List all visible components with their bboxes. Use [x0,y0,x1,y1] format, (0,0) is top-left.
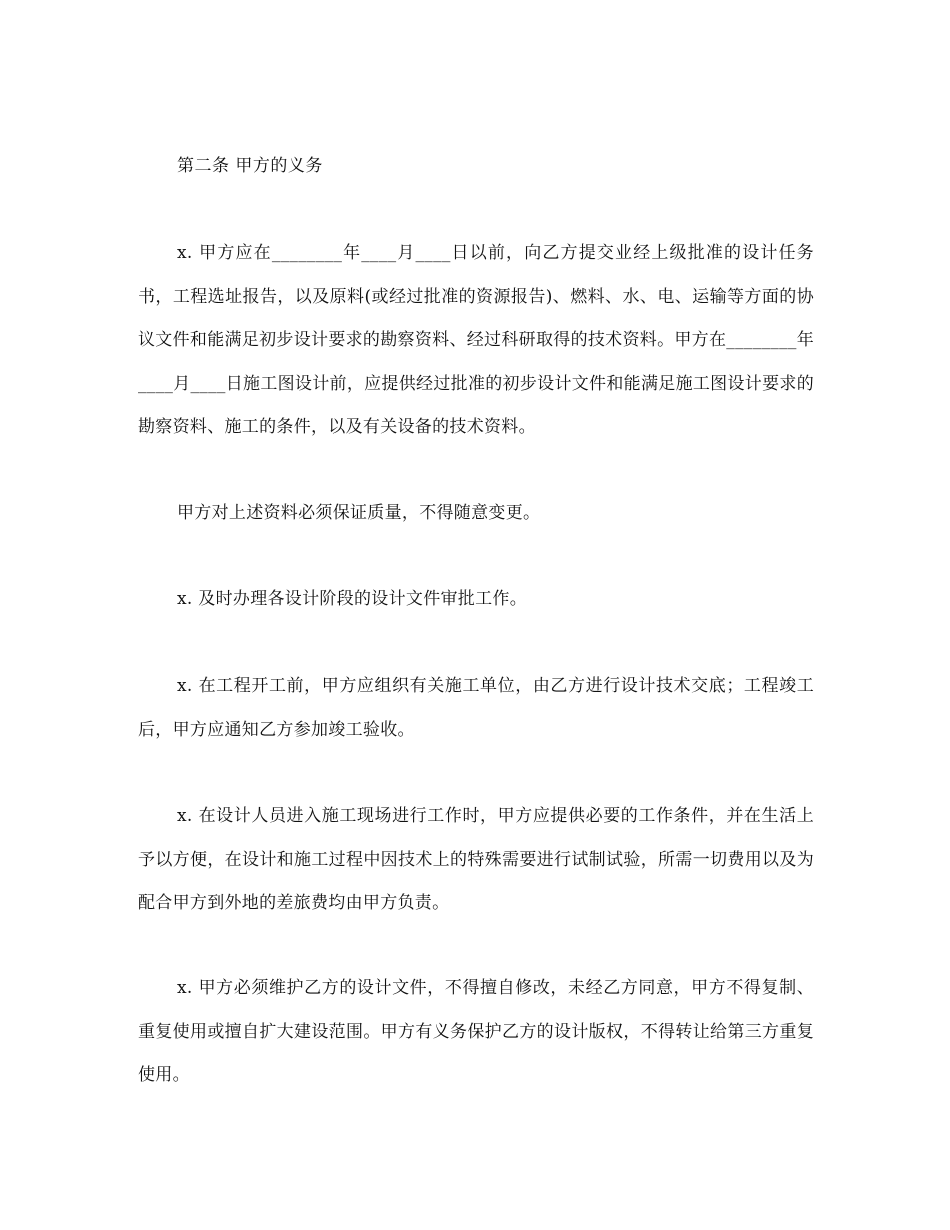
paragraph-technical-briefing: x. 在工程开工前，甲方应组织有关施工单位，由乙方进行设计技术交底；工程竣工后，甲方应通知乙方参加竣工验收。 [138,676,814,740]
paragraph-document-provision: x. 甲方应在________年____月____日以前，向乙方提交业经上级批准的设计任务书，工程选址报告，以及原料(或经过批准的资源报告)、燃料、水、电、运输等方面的协议文件和能满足初步设计要求的勘察资料、经过科研取得的技术资料。甲方在________年____月____日施工图设计前，应提供经过批准的初步设计文件和能满足施工图设计要求的勘察资料、施工的条件，以及有关设备的技术资料。 [138,243,814,437]
paragraph-site-conditions: x. 在设计人员进入施工现场进行工作时，甲方应提供必要的工作条件，并在生活上予以方便，在设计和施工过程中因技术上的特殊需要进行试制试验，所需一切费用以及为配合甲方到外地的差旅费均由甲方负责。 [138,806,814,913]
paragraph-approval-work: x. 及时办理各设计阶段的设计文件审批工作。 [177,589,527,609]
article-heading: 第二条 甲方的义务 [177,156,323,176]
paragraph-copyright-protection: x. 甲方必须维护乙方的设计文件，不得擅自修改，未经乙方同意，甲方不得复制、重复使用或擅自扩大建设范围。甲方有义务保护乙方的设计版权，不得转让给第三方重复使用。 [138,978,814,1085]
paragraph-quality-guarantee: 甲方对上述资料必须保证质量，不得随意变更。 [177,503,541,523]
